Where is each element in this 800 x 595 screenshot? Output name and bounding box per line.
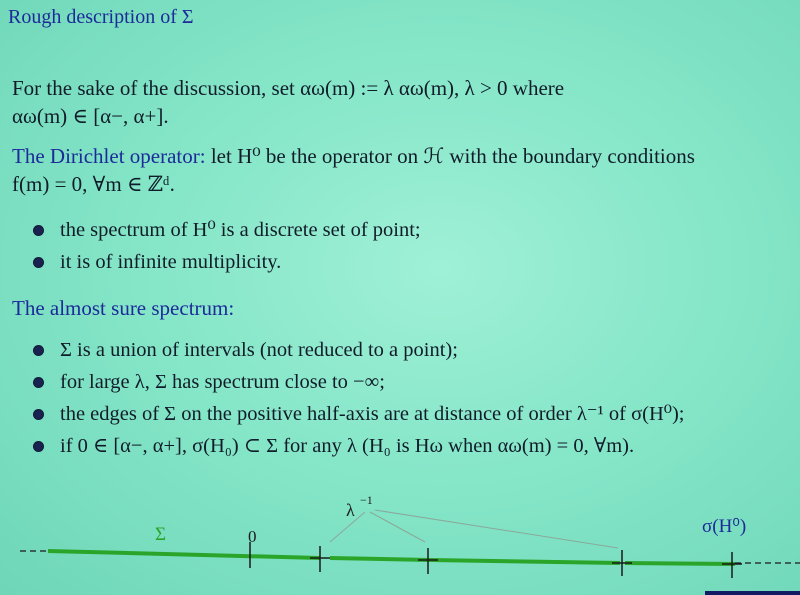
- bullet-dot: [34, 226, 43, 235]
- list-item: [30, 398, 685, 430]
- sigma-label: Σ: [155, 524, 167, 545]
- list-item: [30, 246, 421, 278]
- bullet-text: the edges of Σ on the positive half-axis are at distance of order λ⁻¹ of σ(H⁰);: [60, 403, 685, 425]
- list-item: [30, 334, 685, 366]
- dirichlet-bullets: [30, 214, 421, 278]
- bullet-dot: [34, 258, 43, 267]
- bullet-text: the spectrum of H⁰ is a discrete set of point;: [60, 219, 421, 241]
- bullet-dot: [34, 346, 43, 355]
- zero-label: 0: [248, 527, 257, 546]
- corner-bar: [705, 591, 800, 595]
- lambda-label: λ: [346, 500, 355, 520]
- list-item: [30, 366, 685, 398]
- slide-title: Rough description of Σ: [8, 6, 194, 28]
- discussion-line-1: For the sake of the discussion, set αω(m) := λ αω(m), λ > 0 where: [12, 76, 565, 100]
- almost-sure-bullets: [30, 334, 685, 462]
- lambda-pointer-3: [375, 510, 618, 548]
- bullet-text: for large λ, Σ has spectrum close to −∞;: [60, 371, 385, 393]
- sigma-interval-3: [430, 560, 620, 563]
- sigma-interval-2: [330, 558, 430, 560]
- list-item: [30, 214, 421, 246]
- dirichlet-line-2: f(m) = 0, ∀m ∈ ℤᵈ.: [12, 172, 175, 196]
- bullet-text: Σ is a union of intervals (not reduced to a point);: [60, 339, 458, 361]
- sigma-h0-label: σ(H⁰): [702, 516, 747, 537]
- dirichlet-text: let H⁰ be the operator on ℋ with the boundary conditions: [205, 144, 695, 168]
- dirichlet-heading: The Dirichlet operator:: [12, 144, 206, 168]
- sigma-interval-4: [625, 563, 735, 564]
- discussion-line-2: αω(m) ∈ [α−, α+].: [12, 104, 169, 128]
- bullet-text: if 0 ∈ [α−, α+], σ(H₀) ⊂ Σ for any λ (H₀ is Hω when αω(m) = 0, ∀m).: [60, 435, 635, 457]
- dirichlet-paragraph: [12, 142, 695, 198]
- spectrum-diagram: [0, 480, 800, 595]
- sigma-interval-1: [48, 551, 320, 558]
- dirichlet-line-1: [12, 142, 695, 170]
- discussion-paragraph: [12, 74, 564, 130]
- bullet-dot: [34, 442, 43, 451]
- bullet-text: it is of infinite multiplicity.: [60, 251, 282, 273]
- almost-sure-heading: The almost sure spectrum:: [12, 296, 235, 320]
- lambda-exponent-label: −1: [360, 493, 373, 507]
- list-item: [30, 430, 685, 462]
- bullet-dot: [34, 410, 43, 419]
- bullet-dot: [34, 378, 43, 387]
